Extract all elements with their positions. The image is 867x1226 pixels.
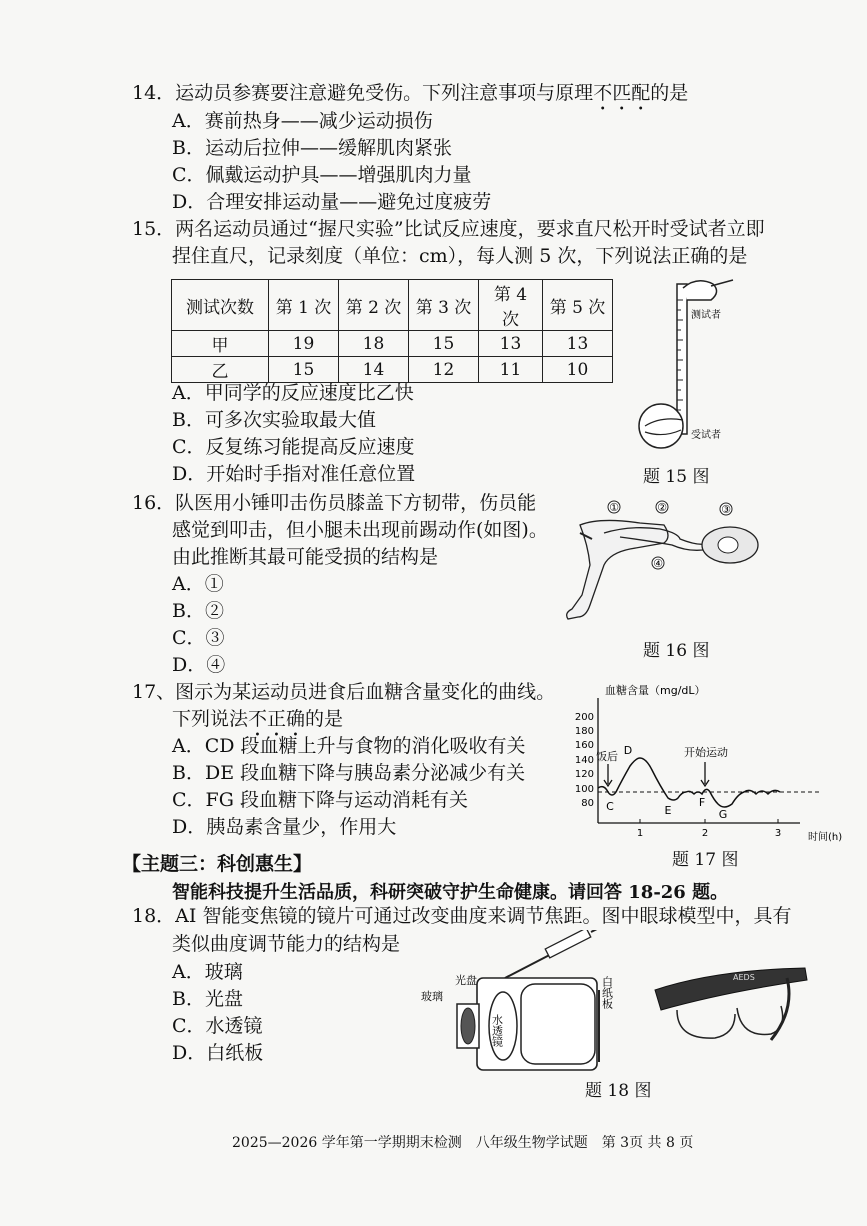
q14-stem-end: 的是 <box>650 82 689 104</box>
table-header-cell: 第 2 次 <box>339 280 409 331</box>
annot-exercise: 开始运动 <box>684 746 728 759</box>
q14-stem-emphasis: 不匹配 <box>593 82 651 104</box>
q17-figure-caption: 题 17 图 <box>672 850 739 870</box>
table-cell: 13 <box>479 331 543 357</box>
q14-option-b: B．运动后拉伸——缓解肌肉紧张 <box>172 137 452 159</box>
q15-option-b: B．可多次实验取最大值 <box>172 409 376 431</box>
label-glass: 玻璃 <box>421 990 443 1003</box>
label-disc: 光盘 <box>455 974 477 987</box>
marker-1: ① <box>609 501 619 514</box>
table-cell: 乙 <box>172 357 269 383</box>
table-cell: 19 <box>269 331 339 357</box>
table-row <box>172 357 613 383</box>
q17-option-c: C．FG 段血糖下降与运动消耗有关 <box>172 789 468 811</box>
y-tick: 160 <box>574 740 594 751</box>
q15-stem-line1: 15．两名运动员通过“握尺实验”比试反应速度，要求直尺松开时受试者立即 <box>132 218 765 240</box>
marker-3: ③ <box>721 503 731 516</box>
q15-option-d: D．开始时手指对准任意位置 <box>172 463 416 485</box>
q14-option-c: C．佩戴运动护具——增强肌肉力量 <box>172 164 472 186</box>
q17-option-a: A．CD 段血糖上升与食物的消化吸收有关 <box>172 735 526 757</box>
table-cell: 15 <box>269 357 339 383</box>
point-label: E <box>664 804 672 817</box>
q16-stem-line2: 感觉到叩击，但小腿未出现前踢动作(如图)。 <box>172 519 548 541</box>
disc-icon <box>461 1008 475 1044</box>
q17-option-b: B．DE 段血糖下降与胰岛素分泌减少有关 <box>172 762 526 784</box>
q16-figure-caption: 题 16 图 <box>643 641 710 661</box>
theme-title: 【主题三：科创惠生】 <box>122 853 313 875</box>
q17-stem-emphasis: 不正确 <box>248 708 306 730</box>
q18-option-b: B．光盘 <box>172 988 243 1010</box>
q17-xlabel: 时间(h) <box>808 832 843 843</box>
table-header-cell: 第 3 次 <box>409 280 479 331</box>
table-header-cell: 第 4 次 <box>479 280 543 331</box>
q16-option-c: C．③ <box>172 627 225 649</box>
table-cell: 甲 <box>172 331 269 357</box>
x-tick: 2 <box>701 828 709 839</box>
y-tick: 200 <box>574 712 594 723</box>
glucose-curve <box>598 758 780 807</box>
table-cell: 10 <box>543 357 613 383</box>
smart-glasses-icon <box>655 968 807 1010</box>
marker-2: ② <box>657 501 667 514</box>
y-tick: 120 <box>574 769 594 780</box>
q16-option-b: B．② <box>172 600 224 622</box>
table-header-cell: 第 5 次 <box>543 280 613 331</box>
q17-stem-line1: 17、图示为某运动员进食后血糖含量变化的曲线。 <box>132 681 556 703</box>
q18-option-d: D．白纸板 <box>172 1042 264 1064</box>
table-header-cell: 第 1 次 <box>269 280 339 331</box>
marker-4: ④ <box>653 557 663 570</box>
annot-meal: 饭后 <box>596 750 618 763</box>
q15-option-c: C．反复练习能提高反应速度 <box>172 436 415 458</box>
q16-reflex-figure <box>560 495 780 630</box>
table-header-row <box>172 280 613 331</box>
table-cell: 11 <box>479 357 543 383</box>
q15-figure-caption: 题 15 图 <box>643 467 710 487</box>
glasses-brand: AEDS <box>733 973 755 982</box>
table-cell: 15 <box>409 331 479 357</box>
x-tick: 1 <box>636 828 644 839</box>
q16-stem-line1: 16．队医用小锤叩击伤员膝盖下方韧带，伤员能 <box>132 492 537 514</box>
q16-option-d: D．④ <box>172 654 226 676</box>
table-header-cell: 测试次数 <box>172 280 269 331</box>
table-cell: 13 <box>543 331 613 357</box>
q15-stem-line2: 捏住直尺，记录刻度（单位：cm），每人测 5 次，下列说法正确的是 <box>172 245 748 267</box>
y-tick: 140 <box>574 755 594 766</box>
table-cell: 14 <box>339 357 409 383</box>
q18-stem-line1: 18．AI 智能变焦镜的镜片可通过改变曲度来调节焦距。图中眼球模型中，具有 <box>132 905 792 927</box>
y-tick: 180 <box>574 726 594 737</box>
x-tick: 3 <box>774 828 782 839</box>
theme-intro: 智能科技提升生活品质，科研突破守护生命健康。请回答 18-26 题。 <box>172 882 729 903</box>
point-label: G <box>718 808 728 821</box>
q17-stem-pre: 下列说法 <box>172 708 249 730</box>
q14-option-d: D．合理安排运动量——避免过度疲劳 <box>172 191 492 213</box>
q16-stem-line3: 由此推断其最可能受损的结构是 <box>172 546 439 568</box>
y-tick: 100 <box>574 784 594 795</box>
q18-eye-model-figure <box>415 930 815 1075</box>
q17-stem-post: 的是 <box>305 708 344 730</box>
q18-stem-line2: 类似曲度调节能力的结构是 <box>172 933 401 955</box>
table-cell: 18 <box>339 331 409 357</box>
point-label: C <box>606 800 614 813</box>
q14-stem-text: 14．运动员参赛要注意避免受伤。下列注意事项与原理 <box>132 82 594 104</box>
point-label: D <box>623 744 633 757</box>
q15-table <box>171 279 613 383</box>
q15-option-a: A．甲同学的反应速度比乙快 <box>172 382 414 404</box>
q17-option-d: D．胰岛素含量少，作用大 <box>172 816 397 838</box>
q15-ruler-figure <box>625 270 745 460</box>
ruler-label-tester: 测试者 <box>691 310 721 321</box>
q14-option-a: A．赛前热身——减少运动损伤 <box>172 110 433 132</box>
q17-glucose-figure <box>560 680 860 850</box>
ruler-label-subject: 受试者 <box>691 430 721 441</box>
tester-hand-icon <box>683 281 717 300</box>
table-row <box>172 331 613 357</box>
q18-option-a: A．玻璃 <box>172 961 243 983</box>
label-board: 白纸板 <box>600 976 614 1009</box>
label-water-lens: 水透镜 <box>490 1014 504 1047</box>
point-label: F <box>698 796 706 809</box>
page-footer: 2025—2026 学年第一学期期末检测 八年级生物学试题 第 3页 共 8 页 <box>232 1135 694 1151</box>
y-tick: 80 <box>581 798 594 809</box>
q18-figure-caption: 题 18 图 <box>585 1081 652 1101</box>
q17-ylabel: 血糖含量（mg/dL） <box>605 684 706 697</box>
q16-option-a: A．① <box>172 573 224 595</box>
q18-option-c: C．水透镜 <box>172 1015 263 1037</box>
table-cell: 12 <box>409 357 479 383</box>
